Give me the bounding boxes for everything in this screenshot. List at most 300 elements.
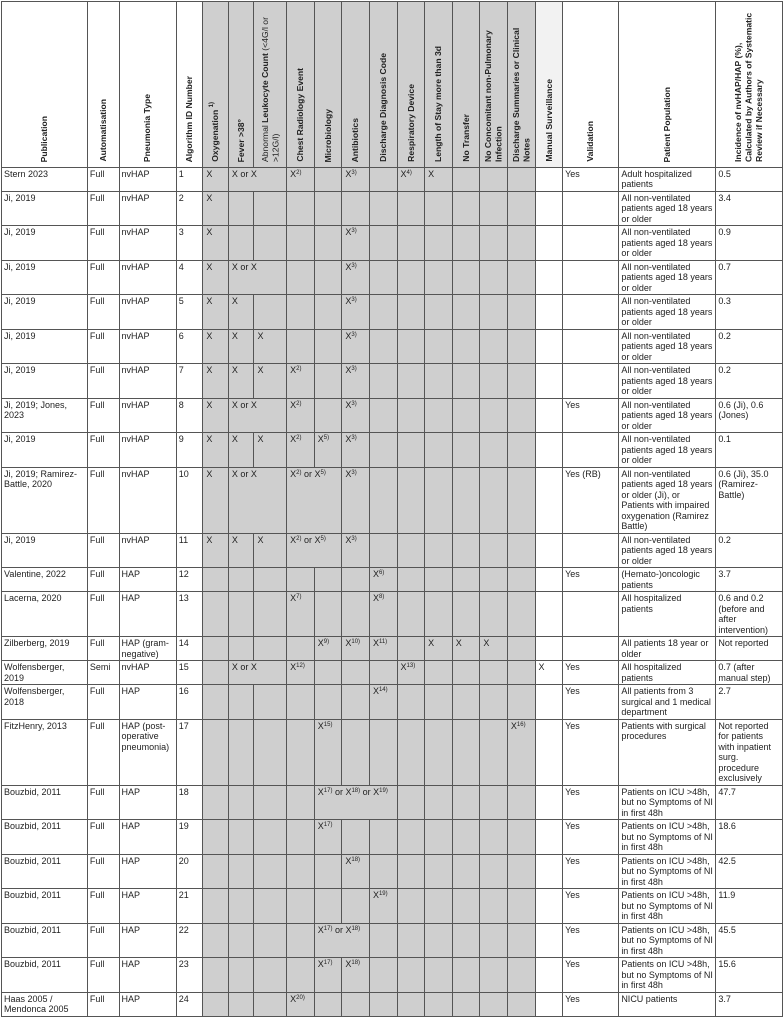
mark-x: X bbox=[290, 468, 297, 479]
footnote-ref: 3) bbox=[351, 169, 357, 176]
cell-notrans bbox=[452, 533, 480, 568]
cell-manual bbox=[535, 226, 563, 261]
cell-patient-population: All hospitalized patients bbox=[619, 661, 716, 685]
footnote-ref: 5) bbox=[320, 469, 326, 476]
cell-validation: Yes bbox=[563, 923, 619, 958]
cell-validation: Yes bbox=[563, 568, 619, 592]
cell-leuko bbox=[254, 592, 287, 637]
cell-leuko bbox=[254, 433, 287, 468]
mark-x: X bbox=[290, 399, 297, 410]
cell-publication: Ji, 2019 bbox=[2, 191, 88, 226]
cell-los bbox=[425, 398, 453, 433]
cell-pneumonia-type: HAP bbox=[119, 785, 176, 820]
cell-automatisation: Full bbox=[87, 467, 119, 533]
mark-x: X bbox=[345, 855, 352, 866]
cell-publication: Bouzbid, 2011 bbox=[2, 923, 88, 958]
cell-los bbox=[425, 260, 453, 295]
cell-patient-population: All patients 18 year or older bbox=[619, 637, 716, 661]
cell-patient-population: All non-ventilated patients aged 18 years or older bbox=[619, 260, 716, 295]
cell-oxy bbox=[203, 533, 229, 568]
cell-los bbox=[425, 364, 453, 399]
cell-notrans bbox=[452, 295, 480, 330]
cell-micro-abx-code bbox=[314, 785, 397, 820]
cell-automatisation: Full bbox=[87, 433, 119, 468]
cell-manual: X bbox=[535, 661, 563, 685]
footnote-ref: 2) bbox=[296, 400, 302, 407]
cell-summ bbox=[507, 637, 535, 661]
cell-fever bbox=[228, 685, 254, 720]
col-no-concomitant: No Concomitant non-Pulmonary Infection bbox=[480, 2, 508, 168]
cell-leuko bbox=[254, 854, 287, 889]
table-body bbox=[2, 167, 783, 1016]
cell-code bbox=[369, 191, 397, 226]
cell-noconc bbox=[480, 260, 508, 295]
cell-leuko bbox=[254, 533, 287, 568]
cell-publication: Haas 2005 / Mendonca 2005 bbox=[2, 992, 88, 1016]
cell-code bbox=[369, 854, 397, 889]
mark-x: X bbox=[206, 261, 213, 272]
mark-x: X bbox=[345, 399, 352, 410]
cell-micro bbox=[314, 191, 342, 226]
cell-incidence: 0.6 (Ji), 0.6 (Jones) bbox=[716, 398, 783, 433]
cell-code bbox=[369, 923, 397, 958]
cell-resp bbox=[397, 661, 425, 685]
col-algorithm-id: Algorithm ID Number bbox=[176, 2, 203, 168]
cell-pneumonia-type: HAP bbox=[119, 958, 176, 993]
mark-x: X bbox=[231, 330, 238, 341]
cell-fever bbox=[228, 637, 254, 661]
cell-summ bbox=[507, 364, 535, 399]
mark-x: X bbox=[428, 168, 435, 179]
cell-incidence: 0.3 bbox=[716, 295, 783, 330]
cell-incidence: 2.7 bbox=[716, 685, 783, 720]
mark-x: X bbox=[483, 638, 490, 648]
cell-automatisation: Full bbox=[87, 820, 119, 855]
cell-fever bbox=[228, 191, 254, 226]
cell-patient-population: Patients on ICU >48h, but no Symptoms of NI in first 48h bbox=[619, 889, 716, 924]
mark-x: X bbox=[317, 786, 324, 797]
cell-abx bbox=[342, 592, 370, 637]
cell-automatisation: Full bbox=[87, 889, 119, 924]
cell-fever-or-leukocyte: X or X bbox=[228, 661, 286, 685]
mark-x: X bbox=[290, 365, 297, 375]
cell-chest bbox=[287, 992, 315, 1016]
cell-los bbox=[425, 854, 453, 889]
cell-code bbox=[369, 958, 397, 993]
cell-automatisation: Full bbox=[87, 719, 119, 785]
table-row bbox=[2, 433, 783, 468]
cell-manual bbox=[535, 364, 563, 399]
cell-micro bbox=[314, 167, 342, 191]
mark-x: X bbox=[290, 993, 297, 1004]
cell-los bbox=[425, 992, 453, 1016]
mark-x: X bbox=[345, 261, 352, 272]
cell-patient-population: All non-ventilated patients aged 18 years or older bbox=[619, 533, 716, 568]
cell-fever bbox=[228, 433, 254, 468]
mark-x: X bbox=[290, 593, 297, 603]
cell-code bbox=[369, 719, 397, 785]
cell-micro bbox=[314, 398, 342, 433]
mark-x: X bbox=[206, 434, 213, 444]
cell-resp bbox=[397, 685, 425, 720]
algorithm-table bbox=[1, 1, 783, 1017]
cell-summ bbox=[507, 467, 535, 533]
cell-micro bbox=[314, 364, 342, 399]
cell-automatisation: Full bbox=[87, 295, 119, 330]
footnote-ref: 3) bbox=[351, 366, 357, 372]
cell-code bbox=[369, 329, 397, 364]
col-manual-surveillance: Manual Surveillance bbox=[535, 2, 563, 168]
cell-automatisation: Full bbox=[87, 167, 119, 191]
cell-algorithm-id: 5 bbox=[176, 295, 203, 330]
cell-patient-population: Patients with surgical procedures bbox=[619, 719, 716, 785]
cell-oxy bbox=[203, 661, 229, 685]
cell-manual bbox=[535, 958, 563, 993]
cell-notrans bbox=[452, 854, 480, 889]
cell-code bbox=[369, 685, 397, 720]
cell-notrans bbox=[452, 992, 480, 1016]
cell-code bbox=[369, 992, 397, 1016]
cell-summ bbox=[507, 191, 535, 226]
cell-resp bbox=[397, 364, 425, 399]
cell-code bbox=[369, 820, 397, 855]
cell-code bbox=[369, 568, 397, 592]
cell-chest bbox=[287, 923, 315, 958]
cell-abx bbox=[342, 167, 370, 191]
cell-micro bbox=[314, 592, 342, 637]
cell-oxy bbox=[203, 467, 229, 533]
cell-resp bbox=[397, 568, 425, 592]
footnote-ref: 17) bbox=[323, 960, 333, 966]
cell-chest bbox=[287, 785, 315, 820]
mark-or-x: or X bbox=[360, 786, 380, 797]
footnote-ref: 13) bbox=[406, 663, 416, 669]
footnote-ref: 16) bbox=[516, 721, 526, 728]
footnote-ref: 15) bbox=[323, 721, 333, 728]
footnote-ref: 20) bbox=[296, 994, 305, 1001]
cell-micro bbox=[314, 433, 342, 468]
cell-leuko bbox=[254, 637, 287, 661]
cell-validation: Yes bbox=[563, 854, 619, 889]
cell-notrans bbox=[452, 167, 480, 191]
mark-or-x: or X bbox=[301, 468, 321, 479]
cell-los bbox=[425, 226, 453, 261]
cell-chest bbox=[287, 167, 315, 191]
cell-chest bbox=[287, 889, 315, 924]
mark-x: X bbox=[206, 227, 213, 237]
cell-leuko bbox=[254, 958, 287, 993]
cell-algorithm-id: 19 bbox=[176, 820, 203, 855]
cell-validation: Yes bbox=[563, 685, 619, 720]
mark-x: X bbox=[290, 434, 297, 444]
cell-automatisation: Full bbox=[87, 992, 119, 1016]
cell-publication: Bouzbid, 2011 bbox=[2, 785, 88, 820]
cell-pneumonia-type: HAP bbox=[119, 592, 176, 637]
cell-code bbox=[369, 260, 397, 295]
footnote-ref: 5) bbox=[323, 435, 330, 441]
cell-manual bbox=[535, 637, 563, 661]
cell-code bbox=[369, 889, 397, 924]
cell-automatisation: Full bbox=[87, 260, 119, 295]
table-row bbox=[2, 167, 783, 191]
table-row bbox=[2, 992, 783, 1016]
table-row bbox=[2, 637, 783, 661]
cell-chest bbox=[287, 592, 315, 637]
table-row bbox=[2, 568, 783, 592]
cell-incidence: 0.6 and 0.2 (before and after intervention) bbox=[716, 592, 783, 637]
cell-micro bbox=[314, 637, 342, 661]
table-row bbox=[2, 592, 783, 637]
mark-x: X bbox=[317, 821, 324, 831]
cell-leuko bbox=[254, 329, 287, 364]
cell-los bbox=[425, 467, 453, 533]
cell-leuko bbox=[254, 820, 287, 855]
cell-automatisation: Semi bbox=[87, 661, 119, 685]
cell-algorithm-id: 10 bbox=[176, 467, 203, 533]
cell-micro bbox=[314, 889, 342, 924]
mark-x: X bbox=[372, 593, 379, 603]
mark-x: X bbox=[231, 365, 238, 375]
cell-pneumonia-type: HAP bbox=[119, 685, 176, 720]
footnote-ref: 10) bbox=[351, 639, 361, 645]
cell-code bbox=[369, 167, 397, 191]
cell-noconc bbox=[480, 467, 508, 533]
col-pneumonia-type: Pneumonia Type bbox=[119, 2, 176, 168]
cell-pneumonia-type: nvHAP bbox=[119, 226, 176, 261]
cell-leuko bbox=[254, 889, 287, 924]
cell-noconc bbox=[480, 889, 508, 924]
cell-resp bbox=[397, 992, 425, 1016]
footnote-ref: 9) bbox=[323, 639, 330, 645]
mark-x: X bbox=[206, 468, 213, 479]
cell-algorithm-id: 4 bbox=[176, 260, 203, 295]
cell-fever bbox=[228, 364, 254, 399]
footnote-ref: 8) bbox=[378, 594, 385, 600]
col-chest-radiology: Chest Radiology Event bbox=[287, 2, 315, 168]
cell-leuko bbox=[254, 719, 287, 785]
cell-code bbox=[369, 295, 397, 330]
cell-los bbox=[425, 191, 453, 226]
cell-chest bbox=[287, 958, 315, 993]
cell-noconc bbox=[480, 854, 508, 889]
mark-x: X bbox=[231, 296, 238, 306]
cell-fever bbox=[228, 295, 254, 330]
cell-automatisation: Full bbox=[87, 191, 119, 226]
cell-validation bbox=[563, 433, 619, 468]
cell-algorithm-id: 7 bbox=[176, 364, 203, 399]
cell-los bbox=[425, 889, 453, 924]
cell-resp bbox=[397, 329, 425, 364]
cell-abx bbox=[342, 295, 370, 330]
cell-abx bbox=[342, 329, 370, 364]
cell-automatisation: Full bbox=[87, 854, 119, 889]
cell-noconc bbox=[480, 592, 508, 637]
cell-automatisation: Full bbox=[87, 637, 119, 661]
cell-incidence: 0.2 bbox=[716, 533, 783, 568]
cell-oxy bbox=[203, 854, 229, 889]
cell-algorithm-id: 16 bbox=[176, 685, 203, 720]
cell-notrans bbox=[452, 191, 480, 226]
mark-x: X bbox=[345, 638, 352, 648]
cell-pneumonia-type: HAP bbox=[119, 854, 176, 889]
cell-algorithm-id: 2 bbox=[176, 191, 203, 226]
cell-patient-population: All non-ventilated patients aged 18 years or older bbox=[619, 433, 716, 468]
mark-or-x: or X bbox=[332, 786, 352, 797]
cell-incidence: 42.5 bbox=[716, 854, 783, 889]
cell-resp bbox=[397, 923, 425, 958]
cell-chest bbox=[287, 260, 315, 295]
mark-x: X bbox=[257, 434, 264, 444]
cell-oxy bbox=[203, 685, 229, 720]
cell-pneumonia-type: nvHAP bbox=[119, 398, 176, 433]
cell-leuko bbox=[254, 568, 287, 592]
cell-algorithm-id: 21 bbox=[176, 889, 203, 924]
mark-x: X bbox=[400, 662, 407, 672]
cell-validation: Yes bbox=[563, 785, 619, 820]
cell-publication: Bouzbid, 2011 bbox=[2, 820, 88, 855]
cell-micro bbox=[314, 958, 342, 993]
footnote-ref: 17) bbox=[323, 822, 333, 828]
cell-los bbox=[425, 433, 453, 468]
cell-los bbox=[425, 685, 453, 720]
mark-x: X bbox=[345, 534, 352, 545]
cell-publication: Bouzbid, 2011 bbox=[2, 854, 88, 889]
cell-incidence: 0.5 bbox=[716, 167, 783, 191]
cell-pneumonia-type: HAP bbox=[119, 820, 176, 855]
cell-abx bbox=[342, 191, 370, 226]
footnote-ref: 3) bbox=[351, 297, 357, 303]
cell-code bbox=[369, 637, 397, 661]
cell-resp bbox=[397, 467, 425, 533]
footnote-ref: 12) bbox=[296, 663, 305, 669]
table-row bbox=[2, 295, 783, 330]
cell-noconc bbox=[480, 398, 508, 433]
cell-publication: Wolfensberger, 2018 bbox=[2, 685, 88, 720]
cell-code bbox=[369, 433, 397, 468]
cell-patient-population: All non-ventilated patients aged 18 years or older (Ji), or Patients with impaired oxygenation (Ramirez Battle) bbox=[619, 467, 716, 533]
cell-oxy bbox=[203, 167, 229, 191]
cell-pneumonia-type: nvHAP bbox=[119, 167, 176, 191]
cell-abx bbox=[342, 533, 370, 568]
mark-x: X bbox=[257, 534, 264, 545]
cell-resp bbox=[397, 958, 425, 993]
cell-abx bbox=[342, 685, 370, 720]
cell-validation: Yes bbox=[563, 398, 619, 433]
cell-patient-population: All patients from 3 surgical and 1 medical department bbox=[619, 685, 716, 720]
cell-los bbox=[425, 533, 453, 568]
cell-patient-population: NICU patients bbox=[619, 992, 716, 1016]
cell-algorithm-id: 23 bbox=[176, 958, 203, 993]
cell-publication: Stern 2023 bbox=[2, 167, 88, 191]
mark-x: X bbox=[455, 638, 462, 648]
cell-abx bbox=[342, 398, 370, 433]
cell-manual bbox=[535, 854, 563, 889]
cell-micro bbox=[314, 719, 342, 785]
cell-abx bbox=[342, 568, 370, 592]
cell-oxy bbox=[203, 637, 229, 661]
cell-pneumonia-type: nvHAP bbox=[119, 433, 176, 468]
cell-noconc bbox=[480, 167, 508, 191]
cell-publication: Lacerna, 2020 bbox=[2, 592, 88, 637]
mark-x: X bbox=[372, 638, 379, 648]
mark-x: X bbox=[290, 534, 297, 545]
cell-algorithm-id: 18 bbox=[176, 785, 203, 820]
footnote-ref: 3) bbox=[351, 228, 357, 234]
cell-code bbox=[369, 592, 397, 637]
cell-notrans bbox=[452, 592, 480, 637]
cell-summ bbox=[507, 854, 535, 889]
cell-publication: Valentine, 2022 bbox=[2, 568, 88, 592]
mark-x: X bbox=[231, 434, 238, 444]
cell-validation bbox=[563, 295, 619, 330]
cell-code bbox=[369, 661, 397, 685]
cell-los bbox=[425, 295, 453, 330]
col-publication: Publication bbox=[2, 2, 88, 168]
mark-x: X bbox=[206, 399, 213, 410]
col-patient-population: Patient Population bbox=[619, 2, 716, 168]
cell-notrans bbox=[452, 398, 480, 433]
cell-notrans bbox=[452, 661, 480, 685]
cell-summ bbox=[507, 592, 535, 637]
cell-manual bbox=[535, 533, 563, 568]
cell-manual bbox=[535, 820, 563, 855]
cell-manual bbox=[535, 592, 563, 637]
cell-incidence: Not reported bbox=[716, 637, 783, 661]
footnote-ref: 3) bbox=[351, 331, 357, 338]
cell-abx bbox=[342, 467, 370, 533]
cell-resp bbox=[397, 785, 425, 820]
cell-pneumonia-type: nvHAP bbox=[119, 329, 176, 364]
cell-incidence: 45.5 bbox=[716, 923, 783, 958]
cell-resp bbox=[397, 637, 425, 661]
cell-publication: FitzHenry, 2013 bbox=[2, 719, 88, 785]
cell-los bbox=[425, 592, 453, 637]
cell-noconc bbox=[480, 226, 508, 261]
col-incidence: Incidence of nvHAP/HAP (%), Calculated by Authors of Systematic Review if Necessary bbox=[716, 2, 783, 168]
cell-leuko bbox=[254, 226, 287, 261]
cell-publication: Ji, 2019; Jones, 2023 bbox=[2, 398, 88, 433]
cell-manual bbox=[535, 685, 563, 720]
cell-notrans bbox=[452, 785, 480, 820]
cell-summ bbox=[507, 958, 535, 993]
cell-patient-population: Patients on ICU >48h, but no Symptoms of NI in first 48h bbox=[619, 854, 716, 889]
mark-or-x: or X bbox=[332, 924, 352, 935]
cell-fever bbox=[228, 568, 254, 592]
cell-oxy bbox=[203, 568, 229, 592]
cell-leuko bbox=[254, 992, 287, 1016]
cell-fever bbox=[228, 719, 254, 785]
cell-resp bbox=[397, 854, 425, 889]
mark-x: X bbox=[400, 168, 407, 179]
cell-patient-population: Adult hospitalized patients bbox=[619, 167, 716, 191]
cell-abx bbox=[342, 226, 370, 261]
cell-oxy bbox=[203, 592, 229, 637]
mark-x: X bbox=[345, 330, 352, 341]
cell-leuko bbox=[254, 785, 287, 820]
mark-x: X bbox=[345, 434, 352, 444]
cell-manual bbox=[535, 398, 563, 433]
cell-summ bbox=[507, 295, 535, 330]
cell-pneumonia-type: HAP bbox=[119, 889, 176, 924]
cell-algorithm-id: 17 bbox=[176, 719, 203, 785]
footnote-ref: 17) bbox=[323, 925, 333, 932]
cell-publication: Ji, 2019 bbox=[2, 260, 88, 295]
cell-publication: Bouzbid, 2011 bbox=[2, 889, 88, 924]
cell-oxy bbox=[203, 398, 229, 433]
cell-chest bbox=[287, 364, 315, 399]
cell-oxy bbox=[203, 992, 229, 1016]
cell-leuko bbox=[254, 923, 287, 958]
